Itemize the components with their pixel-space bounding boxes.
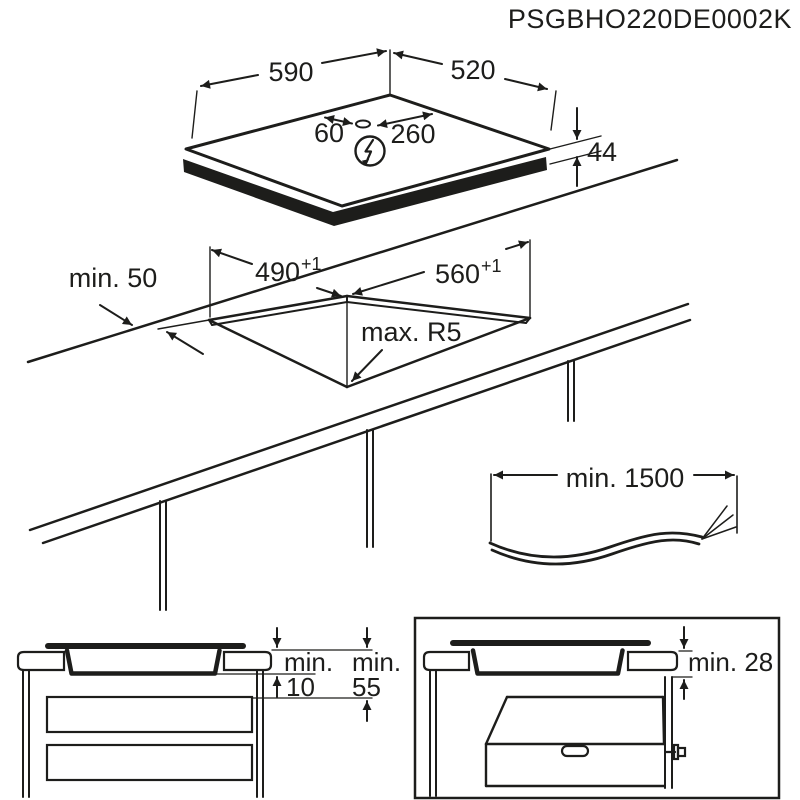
- cabinet-panels: [160, 361, 574, 610]
- product-code: PSGBHO220DE0002K: [507, 4, 792, 34]
- cabinet-sides: [430, 670, 672, 796]
- oven-handle: [562, 746, 588, 756]
- min55-value: 55: [352, 672, 381, 702]
- drawer-front-top: [47, 697, 252, 732]
- min10-value: 10: [286, 672, 315, 702]
- drawer-front-bottom: [47, 745, 252, 780]
- dim-60-label: 60: [313, 118, 345, 148]
- worktop-cutout-view: [28, 160, 690, 610]
- min28-label: min. 28: [688, 647, 774, 677]
- dim-clearance-min10: [277, 628, 333, 702]
- dim-490-tolerance: +1: [301, 254, 322, 274]
- dim-590-label: 590: [268, 57, 314, 87]
- dim-490-label: 490: [255, 257, 301, 287]
- dim-rear-clearance-min50: [69, 263, 209, 354]
- dim-depth-520: [394, 53, 547, 89]
- connection-point: [356, 121, 370, 128]
- dim-560-tolerance: +1: [481, 256, 502, 276]
- section-view-oven: [415, 618, 779, 798]
- dim-clearance-min55: [352, 628, 401, 721]
- dim-clearance-min28: [684, 627, 773, 699]
- dim-560-label: 560: [435, 259, 481, 289]
- dim-260-label: 260: [390, 119, 436, 149]
- hob-body-section: [67, 651, 220, 674]
- cabinet-sides: [23, 670, 263, 797]
- cable-length-view: [490, 463, 737, 564]
- oven-knob: [666, 745, 685, 759]
- min10-min: min.: [284, 647, 334, 677]
- max-r5-label: max. R5: [361, 317, 462, 347]
- worktop-left: [424, 652, 469, 670]
- dim-width-590: [201, 51, 386, 87]
- mains-cable: [490, 506, 736, 564]
- min-1500-label: min. 1500: [565, 463, 685, 493]
- worktop-front-edge: [30, 304, 688, 530]
- min55-min: min.: [352, 647, 402, 677]
- worktop-left: [18, 652, 64, 670]
- worktop-right: [224, 652, 271, 670]
- extension-line: [551, 91, 556, 130]
- section-view-drawers: [18, 628, 401, 797]
- dim-height-44: [550, 108, 617, 186]
- worktop-right: [628, 652, 677, 670]
- dim-520-label: 520: [450, 55, 496, 85]
- min50-label: min. 50: [68, 263, 158, 293]
- extension-line: [192, 91, 197, 138]
- built-in-oven: [486, 697, 685, 786]
- hob-body-section: [473, 651, 623, 674]
- dim-44-label: 44: [587, 137, 618, 167]
